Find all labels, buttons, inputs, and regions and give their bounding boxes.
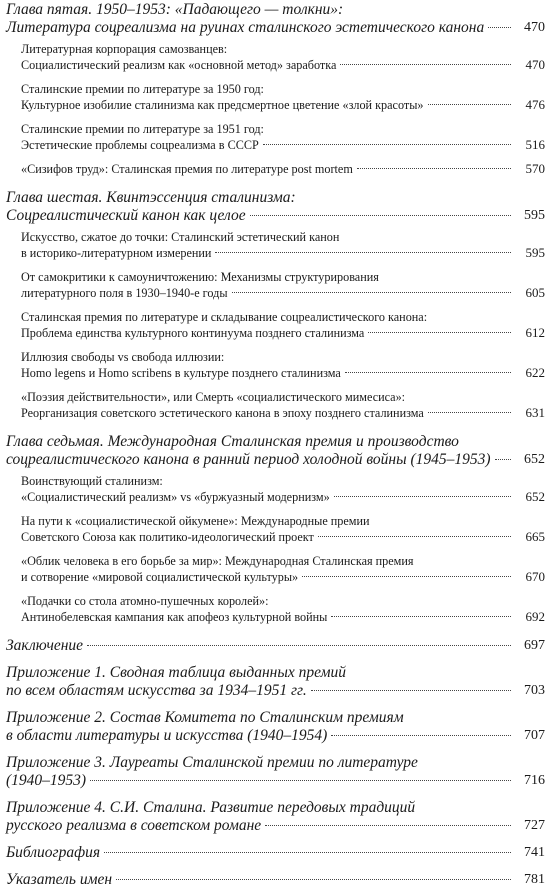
toc-page-number: 595 <box>525 245 545 260</box>
toc-entry-title <box>21 121 515 153</box>
toc-entry-line <box>21 529 515 545</box>
toc-entry-line <box>21 569 515 585</box>
toc-page-number: 612 <box>525 325 545 340</box>
toc-entry-line: На пути к «социалистической ойкумене»: Международные премии <box>21 514 370 528</box>
dot-leader <box>302 576 511 577</box>
toc-entry-title <box>21 593 515 625</box>
toc-entry-line-text: Проблема единства культурного континуума позднего сталинизма <box>21 326 365 340</box>
dot-leader <box>345 372 511 373</box>
toc-entry-sub <box>21 349 545 381</box>
toc-entry-line-text: Библиография <box>6 844 101 861</box>
toc-entry-sub <box>21 269 545 301</box>
toc-entry-line <box>21 245 515 261</box>
toc-page-number: 703 <box>524 683 545 698</box>
toc-entry-line: Искусство, сжатое до точки: Сталинский эстетический канон <box>21 230 340 244</box>
toc-page-number: 470 <box>524 20 545 35</box>
toc-entry-chapter <box>6 189 545 225</box>
toc-entry-appendix <box>6 754 545 790</box>
toc-entry-title <box>6 1 515 37</box>
toc-entry-chapter <box>6 1 545 37</box>
toc-entry-line-text: соцреалистического канона в ранний период холодной войны (1945–1953) <box>6 451 491 468</box>
toc-entry-sub <box>21 121 545 153</box>
toc-entry-title <box>6 799 515 835</box>
toc-entry-line-text: Литература соцреализма на руинах сталинского эстетического канона <box>6 19 485 36</box>
toc-entry-line-text: «Сизифов труд»: Сталинская премия по литературе post mortem <box>21 162 353 176</box>
toc-page-number: 707 <box>524 728 545 743</box>
toc-entry-title <box>21 229 515 261</box>
toc-page-number: 652 <box>525 489 545 504</box>
toc-entry-title <box>21 349 515 381</box>
toc-entry-line <box>21 285 515 301</box>
toc-entry-line: Глава пятая. 1950–1953: «Падающего — толкни»: <box>6 1 344 18</box>
toc-entry-line-text: Эстетические проблемы соцреализма в СССР <box>21 138 259 152</box>
toc-entry-title <box>6 637 515 655</box>
toc-entry-line-text: в области литературы и искусства (1940–1954) <box>6 727 328 744</box>
toc-page-number: 741 <box>524 845 545 860</box>
toc-page-number: 692 <box>525 609 545 624</box>
toc-entry-line: Сталинские премии по литературе за 1951 год: <box>21 122 264 136</box>
toc-entry-line: От самокритики к самоуничтожению: Механизмы структурирования <box>21 270 379 284</box>
dot-leader <box>495 459 511 460</box>
toc-entry-line <box>21 325 515 341</box>
toc-entry-line-text: Антинобелевская кампания как апофеоз культурной войны <box>21 610 328 624</box>
toc-entry-line: Приложение 4. С.И. Сталина. Развитие передовых традиций <box>6 799 416 816</box>
toc-page-number: 605 <box>525 285 545 300</box>
toc-entry-sub <box>21 593 545 625</box>
toc-entry-title <box>21 553 515 585</box>
toc-entry-line <box>6 871 515 889</box>
toc-page-number: 697 <box>524 638 545 653</box>
dot-leader <box>428 104 511 105</box>
toc-entry-line-text: Советского Союза как политико-идеологический проект <box>21 530 314 544</box>
toc-entry-line: «Облик человека в его борьбе за мир»: Международная Сталинская премия <box>21 554 414 568</box>
toc-entry-title <box>6 433 515 469</box>
toc-entry-appendix <box>6 871 545 889</box>
toc-entry-line-text: по всем областям искусства за 1934–1951 гг. <box>6 682 307 699</box>
dot-leader <box>263 144 511 145</box>
toc-entry-title <box>21 41 515 73</box>
toc-entry-title <box>6 844 515 862</box>
toc-entry-line: Приложение 1. Сводная таблица выданных премий <box>6 664 347 681</box>
toc-entry-line: «Подачки со стола атомно-пушечных королей»: <box>21 594 269 608</box>
toc-entry-line: Глава седьмая. Международная Сталинская премия и производство <box>6 433 459 450</box>
toc-entry-title <box>21 81 515 113</box>
toc-page-number: 631 <box>525 405 545 420</box>
toc-entry-line-text: Заключение <box>6 637 84 654</box>
toc-entry-line-text: Социалистический реализм как «основной метод» заработка <box>21 58 337 72</box>
toc-entry-line-text: и сотворение «мировой социалистической культуры» <box>21 570 299 584</box>
toc-entry-title <box>6 871 515 889</box>
toc-entry-title <box>6 664 515 700</box>
toc-entry-sub <box>21 41 545 73</box>
toc-entry-line: Сталинская премия по литературе и складывание соцреалистического канона: <box>21 310 428 324</box>
toc-entry-line <box>21 405 515 421</box>
toc-entry-line <box>21 365 515 381</box>
toc-entry-line-text: Указатель имен <box>6 871 113 888</box>
toc-entry-line <box>6 207 515 225</box>
toc-page-number: 716 <box>524 773 545 788</box>
toc-entry-line: «Поэзия действительности», или Смерть «социалистического мимесиса»: <box>21 390 406 404</box>
toc-entry-appendix <box>6 844 545 862</box>
toc-entry-line: Приложение 3. Лауреаты Сталинской премии по литературе <box>6 754 418 771</box>
toc-entry-line: Литературная корпорация самозванцев: <box>21 42 228 56</box>
toc-entry-line: Приложение 2. Состав Комитета по Сталинским премиям <box>6 709 404 726</box>
toc-entry-line <box>21 97 515 113</box>
toc-entry-appendix <box>6 799 545 835</box>
dot-leader <box>357 168 511 169</box>
dot-leader <box>104 852 511 853</box>
toc-entry-title <box>21 389 515 421</box>
toc-page-number: 781 <box>524 872 545 887</box>
dot-leader <box>90 780 511 781</box>
toc-entry-title <box>21 269 515 301</box>
toc-entry-line-text: Соцреалистический канон как целое <box>6 207 246 224</box>
toc-entry-line-text: литературного поля в 1930–1940-е годы <box>21 286 228 300</box>
toc-entry-line-text: Реорганизация советского эстетического канона в эпоху позднего сталинизма <box>21 406 424 420</box>
dot-leader <box>311 690 511 691</box>
toc-entry-sub <box>21 81 545 113</box>
toc-entry-title <box>6 754 515 790</box>
dot-leader <box>265 825 511 826</box>
toc-entry-line <box>6 844 515 862</box>
toc-entry-title <box>21 473 515 505</box>
toc-entry-title <box>21 513 515 545</box>
dot-leader <box>340 64 511 65</box>
toc-entry-line <box>21 57 515 73</box>
toc-entry-appendix <box>6 637 545 655</box>
toc-entry-line <box>6 637 515 655</box>
toc-entry-chapter <box>6 433 545 469</box>
toc-entry-line <box>6 772 515 790</box>
toc-entry-title <box>21 161 515 177</box>
toc-entry-sub <box>21 161 545 177</box>
dot-leader <box>116 879 511 880</box>
toc-page-number: 622 <box>525 365 545 380</box>
toc-entry-sub <box>21 513 545 545</box>
dot-leader <box>428 412 511 413</box>
toc-page-number: 670 <box>525 569 545 584</box>
toc-entry-sub <box>21 389 545 421</box>
toc-entry-line: Воинствующий сталинизм: <box>21 474 163 488</box>
dot-leader <box>488 27 511 28</box>
toc-entry-line <box>6 727 515 745</box>
toc-entry-appendix <box>6 709 545 745</box>
toc-page-number: 652 <box>524 452 545 467</box>
dot-leader <box>215 252 511 253</box>
toc-entry-line-text: в историко-литературном измерении <box>21 246 212 260</box>
toc-entry-title <box>6 709 515 745</box>
toc-page-number: 727 <box>524 818 545 833</box>
toc-page-number: 516 <box>525 137 545 152</box>
toc-entry-sub <box>21 553 545 585</box>
toc-entry-appendix <box>6 664 545 700</box>
toc-page-number: 595 <box>524 208 545 223</box>
toc-entry-line <box>21 489 515 505</box>
toc-entry-title <box>21 309 515 341</box>
toc-entry-line <box>21 161 515 177</box>
toc-entry-line-text: «Социалистический реализм» vs «буржуазный модернизм» <box>21 490 330 504</box>
dot-leader <box>318 536 511 537</box>
toc-entry-line <box>21 137 515 153</box>
toc-entry-line <box>6 451 515 469</box>
toc-page-number: 570 <box>525 161 545 176</box>
toc-entry-line-text: (1940–1953) <box>6 772 87 789</box>
toc-entry-line-text: Культурное изобилие сталинизма как предсмертное цветение «злой красоты» <box>21 98 424 112</box>
toc-entry-title <box>6 189 515 225</box>
dot-leader <box>87 645 511 646</box>
toc-page-number: 665 <box>525 529 545 544</box>
dot-leader <box>368 332 511 333</box>
toc-entry-line-text: Homo legens и Homo scribens в культуре позднего сталинизма <box>21 366 341 380</box>
toc-page-number: 470 <box>525 57 545 72</box>
toc-entry-line-text: русского реализма в советском романе <box>6 817 262 834</box>
toc-entry-sub <box>21 473 545 505</box>
toc-entry-sub <box>21 229 545 261</box>
toc-entry-line <box>6 19 515 37</box>
dot-leader <box>331 735 511 736</box>
dot-leader <box>331 616 511 617</box>
toc-entry-line: Глава шестая. Квинтэссенция сталинизма: <box>6 189 296 206</box>
toc-entry-line: Сталинские премии по литературе за 1950 год: <box>21 82 264 96</box>
toc-entry-line: Иллюзия свободы vs свобода иллюзии: <box>21 350 225 364</box>
toc-page-number: 476 <box>525 97 545 112</box>
toc-entry-sub <box>21 309 545 341</box>
dot-leader <box>250 215 511 216</box>
dot-leader <box>232 292 511 293</box>
toc-entry-line <box>6 682 515 700</box>
dot-leader <box>334 496 511 497</box>
toc-entry-line <box>6 817 515 835</box>
toc-entry-line <box>21 609 515 625</box>
